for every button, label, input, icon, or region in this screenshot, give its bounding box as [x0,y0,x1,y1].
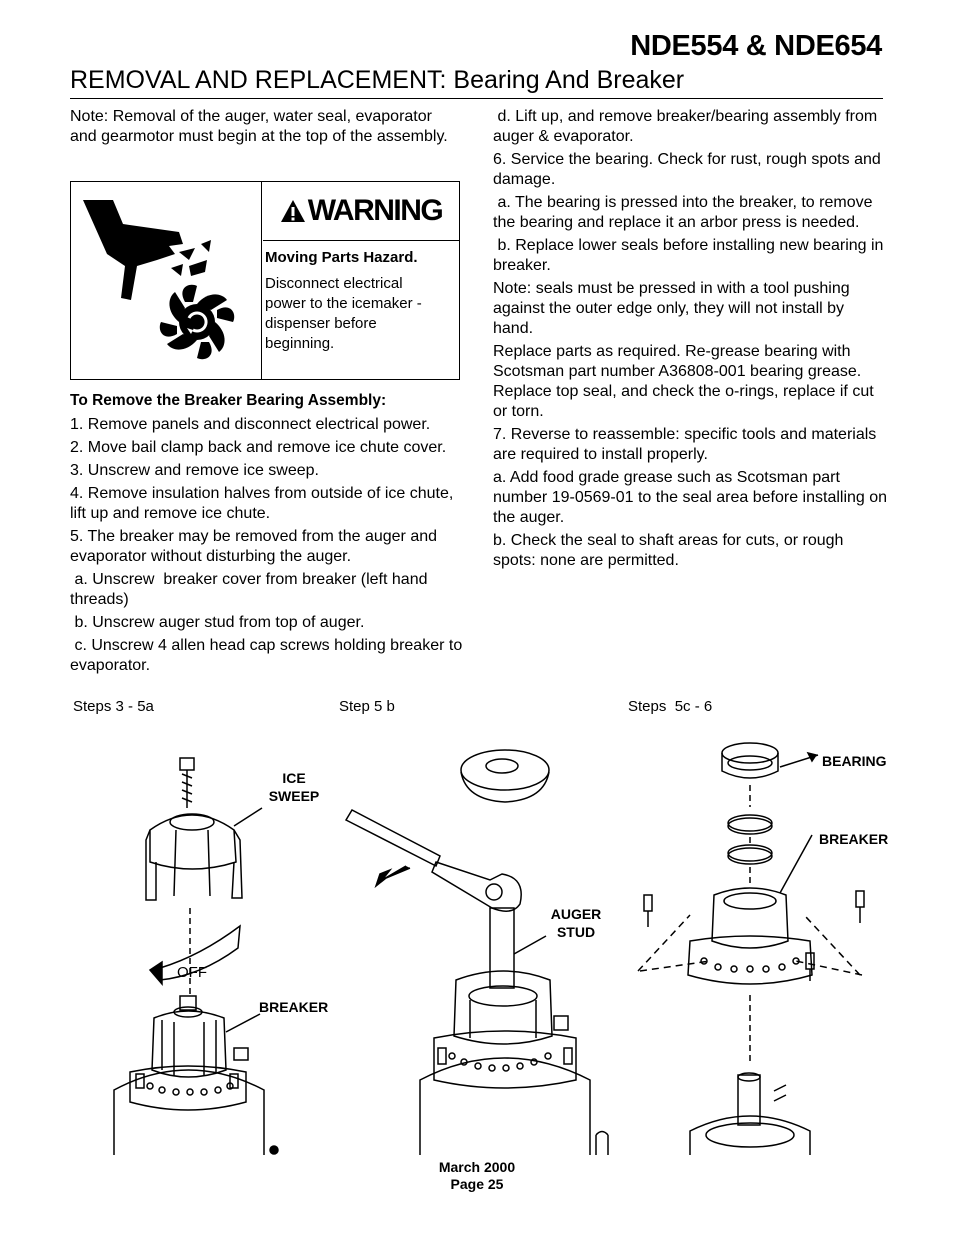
model-title: NDE554 & NDE654 [630,30,882,62]
label-ice-sweep-line1: ICE [282,770,306,786]
intro-note [70,107,462,150]
right-column [493,107,888,574]
label-breaker-left: BREAKER [259,999,329,1015]
bearing-breaker-illustration [630,735,890,1155]
section-title: REMOVAL AND REPLACEMENT: Bearing And Breaker [70,66,685,94]
label-auger-stud [545,905,607,941]
footer-date: March 2000 [438,1159,516,1175]
hazard-text: Disconnect electrical power to the icemaker - dispenser before beginning. [265,275,422,352]
step-item: 1. Remove panels and disconnect electrical power. [70,416,431,433]
label-ice-sweep-line2: SWEEP [268,788,320,804]
warning-triangle-icon [280,199,306,223]
step-item: b. Unscrew auger stud from top of auger. [70,614,365,631]
ratchet-illustration [340,740,620,1155]
paragraph: d. Lift up, and remove breaker/bearing assembly from auger & evaporator. [493,108,882,145]
paragraph: 7. Reverse to reassemble: specific tools and materials are required to install properly. [493,426,877,463]
off-rotation-mark [155,955,225,985]
label-ice-sweep [262,769,326,805]
steps-heading: To Remove the Breaker Bearing Assembly: [70,392,387,409]
paragraph: Replace parts as required. Re-grease bearing with Scotsman part number A36808-001 bearing grease. Replace top seal, and check the o-rings, replace if cut or torn. [493,343,874,420]
step-item: c. Unscrew 4 allen head cap screws holding breaker to evaporator. [70,637,467,674]
page-footer [0,1159,954,1193]
step-item: 4. Remove insulation halves from outside of ice chute, lift up and remove ice chute. [70,485,454,522]
paragraph: b. Check the seal to shaft areas for cuts, or rough spots: none are permitted. [493,532,844,569]
hazard-title: Moving Parts Hazard. [265,249,418,266]
label-breaker-right: BREAKER [819,831,889,847]
warning-banner [263,182,459,241]
caption-step-5b: Step 5 b [339,698,395,715]
paragraph: a. The bearing is pressed into the breaker, to remove the bearing and replace it an arbor press is needed. [493,194,877,231]
warning-text [265,248,445,354]
paragraph: b. Replace lower seals before installing new bearing in breaker. [493,237,888,274]
steps-list [70,415,465,679]
label-auger-stud-line2: STUD [556,924,596,940]
paragraph: Note: seals must be pressed in with a tool pushing against the outer edge only, they will not install by hand. [493,280,850,337]
label-bearing: BEARING [822,753,887,769]
paragraph: a. Add food grade grease such as Scotsman part number 19-0569-01 to the seal area before installing on the auger. [493,469,888,526]
svg-text:OFF: OFF [177,964,207,981]
caption-steps-5c-6: Steps 5c - 6 [628,698,713,715]
footer-page-number: Page 25 [450,1176,504,1192]
warning-label: WARNING [307,194,443,227]
label-auger-stud-line1: AUGER [550,906,602,922]
step-item: 3. Unscrew and remove ice sweep. [70,462,319,479]
warning-box [70,181,460,380]
note-text: Note: Removal of the auger, water seal, evaporator and gearmotor must begin at the top of the assembly. [70,108,448,145]
warning-divider [261,182,262,379]
step-item: a. Unscrew breaker cover from breaker (left hand threads) [70,571,432,608]
moving-parts-hazard-icon [71,182,261,379]
step-item: 5. The breaker may be removed from the auger and evaporator without disturbing the auger. [70,528,438,565]
caption-steps-3-5a: Steps 3 - 5a [73,698,154,715]
paragraph: 6. Service the bearing. Check for rust, rough spots and damage. [493,151,881,188]
step-item: 2. Move bail clamp back and remove ice chute cover. [70,439,447,456]
header-rule [70,98,883,99]
